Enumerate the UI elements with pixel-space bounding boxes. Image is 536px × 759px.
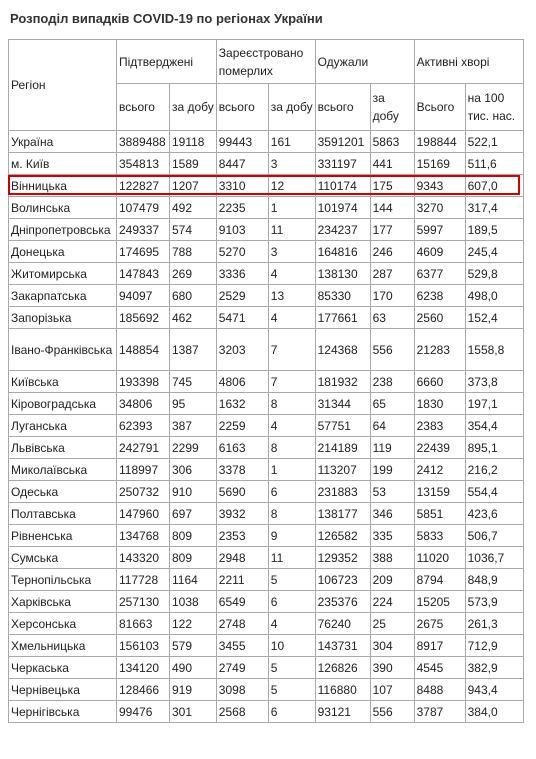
cell-deaths-per-day: 5: [268, 569, 315, 591]
cell-active-total: 9343: [414, 175, 465, 197]
cell-region: Херсонська: [9, 613, 117, 635]
cell-recovered-per-day: 64: [370, 415, 414, 437]
cell-active-per-100k: 943,4: [465, 679, 523, 701]
header-deaths-total: всього: [216, 84, 268, 131]
cell-recovered-total: 101974: [315, 197, 370, 219]
cell-recovered-per-day: 199: [370, 459, 414, 481]
cell-recovered-per-day: 119: [370, 437, 414, 459]
header-confirmed-total: всього: [117, 84, 170, 131]
table-row: [9, 547, 524, 569]
cell-confirmed-per-day: 301: [170, 701, 217, 723]
cell-region: Полтавська: [9, 503, 117, 525]
page-title: Розподіл випадків COVID-19 по регіонах України: [10, 11, 323, 26]
cell-active-per-100k: 152,4: [465, 307, 523, 329]
cell-deaths-per-day: 12: [268, 175, 315, 197]
cell-confirmed-per-day: 579: [170, 635, 217, 657]
cell-deaths-total: 4806: [216, 371, 268, 393]
cell-recovered-total: 126826: [315, 657, 370, 679]
cell-confirmed-total: 62393: [117, 415, 170, 437]
cell-recovered-total: 106723: [315, 569, 370, 591]
cell-recovered-total: 177661: [315, 307, 370, 329]
cell-active-per-100k: 1036,7: [465, 547, 523, 569]
cell-active-per-100k: 384,0: [465, 701, 523, 723]
cell-active-per-100k: 607,0: [465, 175, 523, 197]
cell-recovered-per-day: 335: [370, 525, 414, 547]
cell-recovered-total: 235376: [315, 591, 370, 613]
cell-recovered-per-day: 25: [370, 613, 414, 635]
cell-confirmed-total: 147843: [117, 263, 170, 285]
cell-deaths-per-day: 4: [268, 415, 315, 437]
cell-active-per-100k: 506,7: [465, 525, 523, 547]
cell-deaths-total: 2529: [216, 285, 268, 307]
cell-active-total: 13159: [414, 481, 465, 503]
cell-deaths-total: 2568: [216, 701, 268, 723]
table-row: [9, 153, 524, 175]
cell-deaths-per-day: 9: [268, 525, 315, 547]
cell-deaths-total: 3455: [216, 635, 268, 657]
table-row: [9, 307, 524, 329]
cell-region: Запорізька: [9, 307, 117, 329]
cell-deaths-per-day: 4: [268, 307, 315, 329]
table-row: [9, 657, 524, 679]
cell-deaths-total: 2211: [216, 569, 268, 591]
cell-active-total: 8917: [414, 635, 465, 657]
cell-confirmed-per-day: 19118: [170, 131, 217, 153]
cell-recovered-per-day: 175: [370, 175, 414, 197]
cell-active-total: 2560: [414, 307, 465, 329]
cell-active-total: 21283: [414, 329, 465, 371]
cell-confirmed-per-day: 910: [170, 481, 217, 503]
table-row: [9, 525, 524, 547]
cell-confirmed-total: 242791: [117, 437, 170, 459]
table-row: [9, 459, 524, 481]
cell-confirmed-per-day: 1038: [170, 591, 217, 613]
header-deaths-per-day: за добу: [268, 84, 315, 131]
header-region: Регіон: [9, 40, 117, 131]
cell-region: Миколаївська: [9, 459, 117, 481]
cell-deaths-per-day: 11: [268, 219, 315, 241]
cell-confirmed-per-day: 1387: [170, 329, 217, 371]
cell-region: Чернігівська: [9, 701, 117, 723]
cell-recovered-per-day: 53: [370, 481, 414, 503]
covid-regions-table: [8, 39, 524, 723]
cell-confirmed-per-day: 387: [170, 415, 217, 437]
cell-region: Тернопільська: [9, 569, 117, 591]
cell-region: Дніпропетровська: [9, 219, 117, 241]
cell-active-per-100k: 382,9: [465, 657, 523, 679]
cell-region: Кіровоградська: [9, 393, 117, 415]
cell-deaths-per-day: 1: [268, 197, 315, 219]
header-recovered-per-day: за добу: [370, 84, 414, 131]
table-row: [9, 329, 524, 371]
cell-recovered-per-day: 107: [370, 679, 414, 701]
cell-deaths-per-day: 6: [268, 701, 315, 723]
cell-active-total: 4609: [414, 241, 465, 263]
cell-recovered-per-day: 209: [370, 569, 414, 591]
table-row: [9, 393, 524, 415]
cell-deaths-per-day: 8: [268, 393, 315, 415]
table-row: [9, 131, 524, 153]
cell-confirmed-per-day: 1589: [170, 153, 217, 175]
cell-deaths-per-day: 13: [268, 285, 315, 307]
cell-deaths-per-day: 6: [268, 481, 315, 503]
cell-recovered-total: 113207: [315, 459, 370, 481]
cell-active-total: 1830: [414, 393, 465, 415]
cell-confirmed-per-day: 269: [170, 263, 217, 285]
cell-active-per-100k: 522,1: [465, 131, 523, 153]
cell-active-per-100k: 895,1: [465, 437, 523, 459]
header-recovered-total: всього: [315, 84, 370, 131]
cell-recovered-per-day: 556: [370, 329, 414, 371]
cell-active-total: 11020: [414, 547, 465, 569]
table-row: [9, 415, 524, 437]
cell-deaths-total: 6163: [216, 437, 268, 459]
cell-region: Львівська: [9, 437, 117, 459]
cell-recovered-total: 231883: [315, 481, 370, 503]
table-row: [9, 569, 524, 591]
cell-deaths-total: 6549: [216, 591, 268, 613]
cell-active-total: 5851: [414, 503, 465, 525]
cell-active-per-100k: 1558,8: [465, 329, 523, 371]
cell-confirmed-total: 118997: [117, 459, 170, 481]
cell-confirmed-per-day: 788: [170, 241, 217, 263]
cell-deaths-total: 2948: [216, 547, 268, 569]
cell-confirmed-per-day: 919: [170, 679, 217, 701]
cell-recovered-total: 124368: [315, 329, 370, 371]
cell-recovered-per-day: 177: [370, 219, 414, 241]
cell-deaths-total: 5270: [216, 241, 268, 263]
table-row: [9, 635, 524, 657]
cell-deaths-per-day: 4: [268, 613, 315, 635]
header-active-total: Всього: [414, 84, 465, 131]
cell-recovered-total: 3591201: [315, 131, 370, 153]
cell-active-total: 2675: [414, 613, 465, 635]
cell-confirmed-total: 81663: [117, 613, 170, 635]
cell-confirmed-per-day: 745: [170, 371, 217, 393]
table-body: [9, 131, 524, 723]
cell-deaths-per-day: 10: [268, 635, 315, 657]
cell-recovered-total: 331197: [315, 153, 370, 175]
cell-deaths-per-day: 11: [268, 547, 315, 569]
cell-active-total: 3270: [414, 197, 465, 219]
cell-deaths-total: 3378: [216, 459, 268, 481]
cell-confirmed-per-day: 462: [170, 307, 217, 329]
cell-recovered-total: 85330: [315, 285, 370, 307]
cell-confirmed-per-day: 122: [170, 613, 217, 635]
cell-recovered-total: 116880: [315, 679, 370, 701]
cell-active-total: 2383: [414, 415, 465, 437]
cell-recovered-per-day: 388: [370, 547, 414, 569]
cell-deaths-per-day: 8: [268, 503, 315, 525]
cell-recovered-total: 93121: [315, 701, 370, 723]
cell-active-total: 5997: [414, 219, 465, 241]
cell-active-per-100k: 848,9: [465, 569, 523, 591]
cell-confirmed-total: 34806: [117, 393, 170, 415]
cell-recovered-per-day: 170: [370, 285, 414, 307]
cell-region: Закарпатська: [9, 285, 117, 307]
cell-active-per-100k: 498,0: [465, 285, 523, 307]
cell-confirmed-total: 107479: [117, 197, 170, 219]
cell-active-total: 6660: [414, 371, 465, 393]
cell-recovered-total: 214189: [315, 437, 370, 459]
cell-recovered-total: 234237: [315, 219, 370, 241]
cell-confirmed-per-day: 492: [170, 197, 217, 219]
cell-recovered-total: 129352: [315, 547, 370, 569]
cell-confirmed-per-day: 306: [170, 459, 217, 481]
table-row: [9, 197, 524, 219]
cell-deaths-per-day: 4: [268, 263, 315, 285]
cell-confirmed-total: 117728: [117, 569, 170, 591]
cell-deaths-total: 3932: [216, 503, 268, 525]
cell-recovered-total: 181932: [315, 371, 370, 393]
cell-confirmed-total: 128466: [117, 679, 170, 701]
cell-deaths-total: 3098: [216, 679, 268, 701]
cell-deaths-per-day: 5: [268, 679, 315, 701]
cell-active-per-100k: 317,4: [465, 197, 523, 219]
cell-recovered-per-day: 65: [370, 393, 414, 415]
cell-confirmed-total: 148854: [117, 329, 170, 371]
cell-confirmed-per-day: 809: [170, 547, 217, 569]
header-confirmed: Підтверджені: [117, 40, 217, 84]
cell-deaths-per-day: 7: [268, 371, 315, 393]
cell-region: м. Київ: [9, 153, 117, 175]
cell-deaths-total: 2235: [216, 197, 268, 219]
cell-recovered-per-day: 246: [370, 241, 414, 263]
cell-active-per-100k: 511,6: [465, 153, 523, 175]
cell-active-per-100k: 216,2: [465, 459, 523, 481]
cell-recovered-total: 31344: [315, 393, 370, 415]
cell-deaths-per-day: 3: [268, 153, 315, 175]
cell-recovered-total: 143731: [315, 635, 370, 657]
cell-recovered-total: 164816: [315, 241, 370, 263]
cell-confirmed-total: 122827: [117, 175, 170, 197]
cell-deaths-per-day: 8: [268, 437, 315, 459]
table-row: [9, 371, 524, 393]
cell-region: Україна: [9, 131, 117, 153]
cell-deaths-per-day: 5: [268, 657, 315, 679]
cell-recovered-per-day: 5863: [370, 131, 414, 153]
cell-active-per-100k: 573,9: [465, 591, 523, 613]
cell-active-total: 6377: [414, 263, 465, 285]
cell-confirmed-total: 250732: [117, 481, 170, 503]
cell-confirmed-per-day: 574: [170, 219, 217, 241]
cell-deaths-per-day: 7: [268, 329, 315, 371]
cell-active-per-100k: 197,1: [465, 393, 523, 415]
cell-confirmed-total: 156103: [117, 635, 170, 657]
cell-confirmed-per-day: 1164: [170, 569, 217, 591]
cell-active-total: 3787: [414, 701, 465, 723]
cell-region: Чернівецька: [9, 679, 117, 701]
table-row: [9, 591, 524, 613]
table-row: [9, 263, 524, 285]
cell-confirmed-total: 134120: [117, 657, 170, 679]
cell-active-total: 8794: [414, 569, 465, 591]
cell-active-per-100k: 373,8: [465, 371, 523, 393]
cell-recovered-per-day: 238: [370, 371, 414, 393]
cell-recovered-per-day: 441: [370, 153, 414, 175]
cell-deaths-total: 5471: [216, 307, 268, 329]
cell-deaths-total: 5690: [216, 481, 268, 503]
cell-active-total: 4545: [414, 657, 465, 679]
cell-active-per-100k: 261,3: [465, 613, 523, 635]
cell-recovered-per-day: 144: [370, 197, 414, 219]
header-recovered: Одужали: [315, 40, 414, 84]
table-row: [9, 613, 524, 635]
cell-confirmed-per-day: 95: [170, 393, 217, 415]
cell-recovered-total: 138130: [315, 263, 370, 285]
cell-confirmed-total: 185692: [117, 307, 170, 329]
cell-confirmed-total: 174695: [117, 241, 170, 263]
cell-deaths-total: 99443: [216, 131, 268, 153]
cell-active-total: 8488: [414, 679, 465, 701]
cell-confirmed-total: 3889488: [117, 131, 170, 153]
cell-active-per-100k: 354,4: [465, 415, 523, 437]
cell-active-per-100k: 712,9: [465, 635, 523, 657]
table-row: [9, 481, 524, 503]
cell-confirmed-total: 354813: [117, 153, 170, 175]
cell-deaths-total: 1632: [216, 393, 268, 415]
cell-recovered-total: 138177: [315, 503, 370, 525]
cell-region: Донецька: [9, 241, 117, 263]
cell-region: Хмельницька: [9, 635, 117, 657]
table-row: [9, 437, 524, 459]
cell-active-per-100k: 529,8: [465, 263, 523, 285]
cell-active-total: 2412: [414, 459, 465, 481]
cell-recovered-total: 76240: [315, 613, 370, 635]
cell-recovered-per-day: 304: [370, 635, 414, 657]
table-row: [9, 175, 524, 197]
cell-active-total: 5833: [414, 525, 465, 547]
cell-deaths-total: 9103: [216, 219, 268, 241]
cell-active-total: 198844: [414, 131, 465, 153]
cell-region: Одеська: [9, 481, 117, 503]
cell-region: Харківська: [9, 591, 117, 613]
cell-confirmed-per-day: 680: [170, 285, 217, 307]
table-row: [9, 219, 524, 241]
cell-active-per-100k: 554,4: [465, 481, 523, 503]
cell-confirmed-per-day: 697: [170, 503, 217, 525]
cell-active-total: 15205: [414, 591, 465, 613]
cell-region: Черкаська: [9, 657, 117, 679]
cell-region: Житомирська: [9, 263, 117, 285]
cell-deaths-total: 3310: [216, 175, 268, 197]
cell-deaths-total: 2353: [216, 525, 268, 547]
cell-confirmed-total: 99476: [117, 701, 170, 723]
header-deaths: Зареєстровано померлих: [216, 40, 315, 84]
cell-active-per-100k: 423,6: [465, 503, 523, 525]
table-row: [9, 701, 524, 723]
cell-deaths-per-day: 6: [268, 591, 315, 613]
cell-confirmed-per-day: 1207: [170, 175, 217, 197]
cell-recovered-per-day: 346: [370, 503, 414, 525]
cell-confirmed-per-day: 809: [170, 525, 217, 547]
header-active-per-100k: на 100 тис. нас.: [465, 84, 523, 131]
cell-active-per-100k: 245,4: [465, 241, 523, 263]
cell-deaths-total: 3203: [216, 329, 268, 371]
header-active: Активні хворі: [414, 40, 523, 84]
cell-recovered-total: 57751: [315, 415, 370, 437]
cell-deaths-per-day: 1: [268, 459, 315, 481]
cell-deaths-total: 2749: [216, 657, 268, 679]
cell-confirmed-per-day: 2299: [170, 437, 217, 459]
cell-recovered-total: 126582: [315, 525, 370, 547]
cell-confirmed-total: 143320: [117, 547, 170, 569]
cell-active-total: 15169: [414, 153, 465, 175]
cell-deaths-per-day: 3: [268, 241, 315, 263]
cell-confirmed-total: 249337: [117, 219, 170, 241]
cell-recovered-per-day: 224: [370, 591, 414, 613]
cell-region: Київська: [9, 371, 117, 393]
cell-active-per-100k: 189,5: [465, 219, 523, 241]
cell-deaths-total: 8447: [216, 153, 268, 175]
cell-deaths-total: 2748: [216, 613, 268, 635]
cell-region: Вінницька: [9, 175, 117, 197]
cell-recovered-per-day: 390: [370, 657, 414, 679]
header-confirmed-per-day: за добу: [170, 84, 217, 131]
table-row: [9, 241, 524, 263]
cell-recovered-per-day: 63: [370, 307, 414, 329]
table-row: [9, 285, 524, 307]
cell-deaths-total: 3336: [216, 263, 268, 285]
cell-region: Волинська: [9, 197, 117, 219]
cell-active-total: 22439: [414, 437, 465, 459]
cell-confirmed-total: 134768: [117, 525, 170, 547]
cell-confirmed-total: 193398: [117, 371, 170, 393]
cell-confirmed-total: 147960: [117, 503, 170, 525]
cell-active-total: 6238: [414, 285, 465, 307]
cell-region: Луганська: [9, 415, 117, 437]
cell-deaths-total: 2259: [216, 415, 268, 437]
cell-confirmed-total: 257130: [117, 591, 170, 613]
cell-confirmed-total: 94097: [117, 285, 170, 307]
cell-recovered-per-day: 287: [370, 263, 414, 285]
cell-deaths-per-day: 161: [268, 131, 315, 153]
cell-region: Рівненська: [9, 525, 117, 547]
cell-recovered-per-day: 556: [370, 701, 414, 723]
cell-region: Івано-Франківська: [9, 329, 117, 371]
table-row: [9, 679, 524, 701]
cell-confirmed-per-day: 490: [170, 657, 217, 679]
table-row: [9, 503, 524, 525]
cell-recovered-total: 110174: [315, 175, 370, 197]
cell-region: Сумська: [9, 547, 117, 569]
